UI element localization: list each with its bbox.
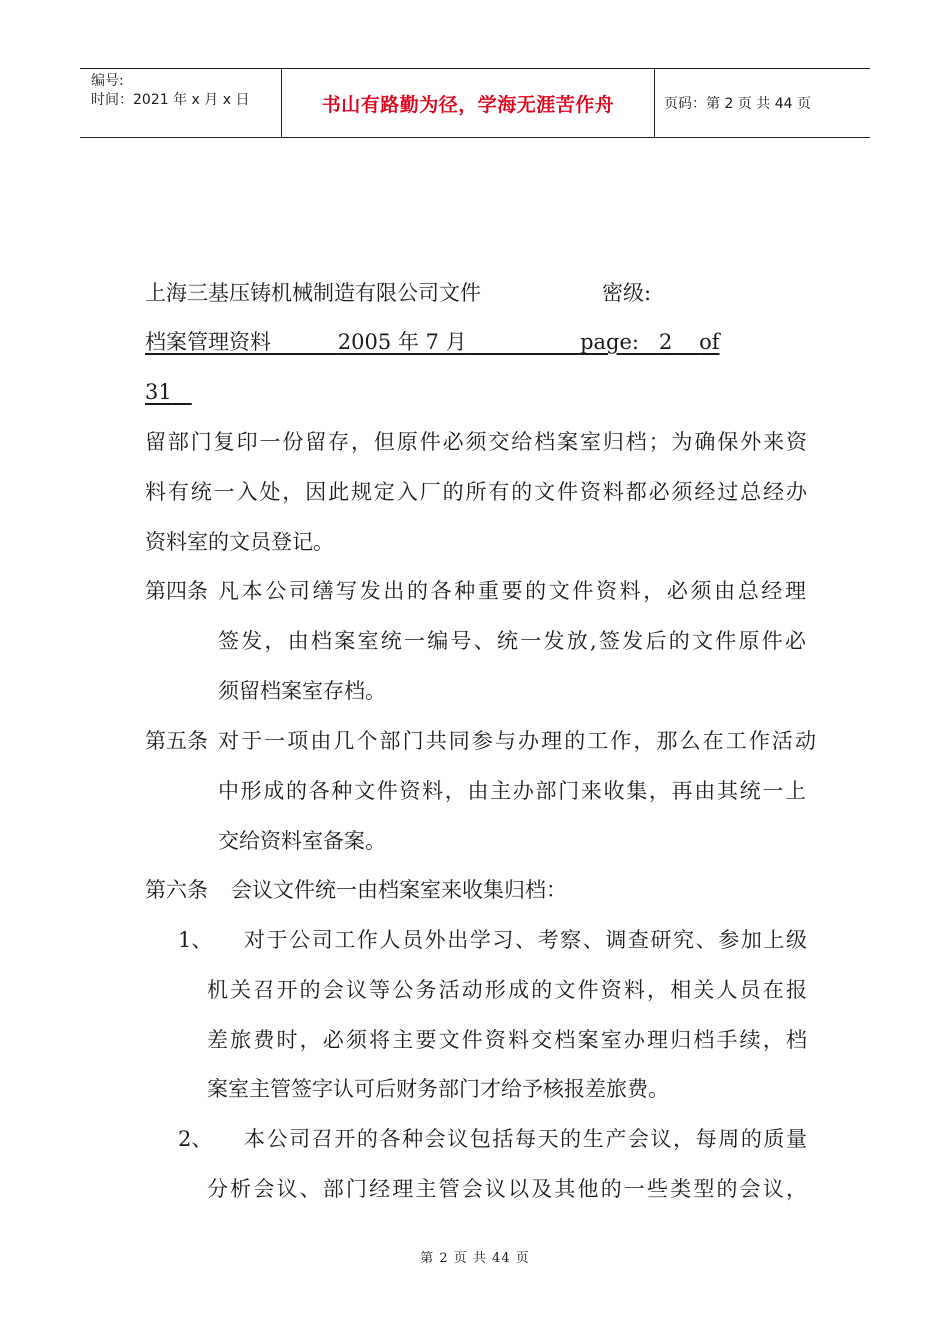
- secret-level-label: 密级:: [602, 281, 652, 305]
- paragraph-line: 留部门复印一份留存，但原件必须交给档案室归档；为确保外来资: [145, 430, 807, 454]
- total-pages: 31: [145, 380, 172, 404]
- page-number: 2: [659, 330, 673, 354]
- article-6-label: 第六条: [145, 878, 208, 902]
- page-header: [80, 68, 870, 138]
- article-4-label: 第四条: [145, 579, 208, 603]
- article-5-label: 第五条: [145, 729, 208, 753]
- page-label: page:: [580, 330, 640, 354]
- paragraph-line: 料有统一入处，因此规定入厂的所有的文件资料都必须经过总经办: [145, 480, 807, 504]
- archive-date: 2005 年 7 月: [337, 330, 467, 354]
- item-1-label: 1、: [178, 928, 213, 952]
- header-motto-cell: [282, 69, 655, 137]
- header-page-info: 页码：第 2 页 共 44 页: [664, 96, 811, 112]
- item-1-line: 机关召开的会议等公务活动形成的文件资料，相关人员在报: [207, 978, 807, 1002]
- article-4-line: 须留档案室存档。: [218, 679, 386, 703]
- header-motto: 书山有路勤为径，学海无涯苦作舟: [321, 93, 615, 116]
- item-2-line: 本公司召开的各种会议包括每天的生产会议，每周的质量: [244, 1127, 807, 1151]
- article-5-line: 对于一项由几个部门共同参与办理的工作，那么在工作活动: [218, 729, 816, 753]
- article-5-line: 交给资料室备案。: [218, 829, 386, 853]
- archive-title-row: [145, 328, 807, 356]
- document-time-label: 时间：2021 年 x 月 x 日: [91, 92, 250, 108]
- item-2-label: 2、: [178, 1127, 213, 1151]
- article-4-line: 签发，由档案室统一编号、统一发放,签发后的文件原件必: [218, 629, 806, 653]
- total-pages-row: [145, 378, 192, 406]
- page-footer: 第 2 页 共 44 页: [420, 1251, 530, 1266]
- archive-title: 档案管理资料: [145, 330, 271, 354]
- item-1-line: 差旅费时，必须将主要文件资料交档案室办理归档手续，档: [207, 1028, 807, 1052]
- document-number-label: 编号:: [91, 73, 124, 89]
- paragraph-line: 资料室的文员登记。: [145, 530, 334, 554]
- company-line: 上海三基压铸机械制造有限公司文件: [145, 281, 481, 305]
- article-4-line: 凡本公司缮写发出的各种重要的文件资料，必须由总经理: [218, 579, 806, 603]
- header-page-cell: [655, 69, 870, 137]
- article-5-line: 中形成的各种文件资料，由主办部门来收集，再由其统一上: [218, 779, 806, 803]
- header-meta-cell: [80, 69, 282, 137]
- item-1-line: 案室主管签字认可后财务部门才给予核报差旅费。: [207, 1077, 669, 1101]
- item-1-line: 对于公司工作人员外出学习、考察、调查研究、参加上级: [244, 928, 807, 952]
- item-2-line: 分析会议、部门经理主管会议以及其他的一些类型的会议，: [207, 1177, 807, 1201]
- of-label: of: [699, 330, 720, 354]
- article-6-text: 会议文件统一由档案室来收集归档：: [231, 878, 567, 902]
